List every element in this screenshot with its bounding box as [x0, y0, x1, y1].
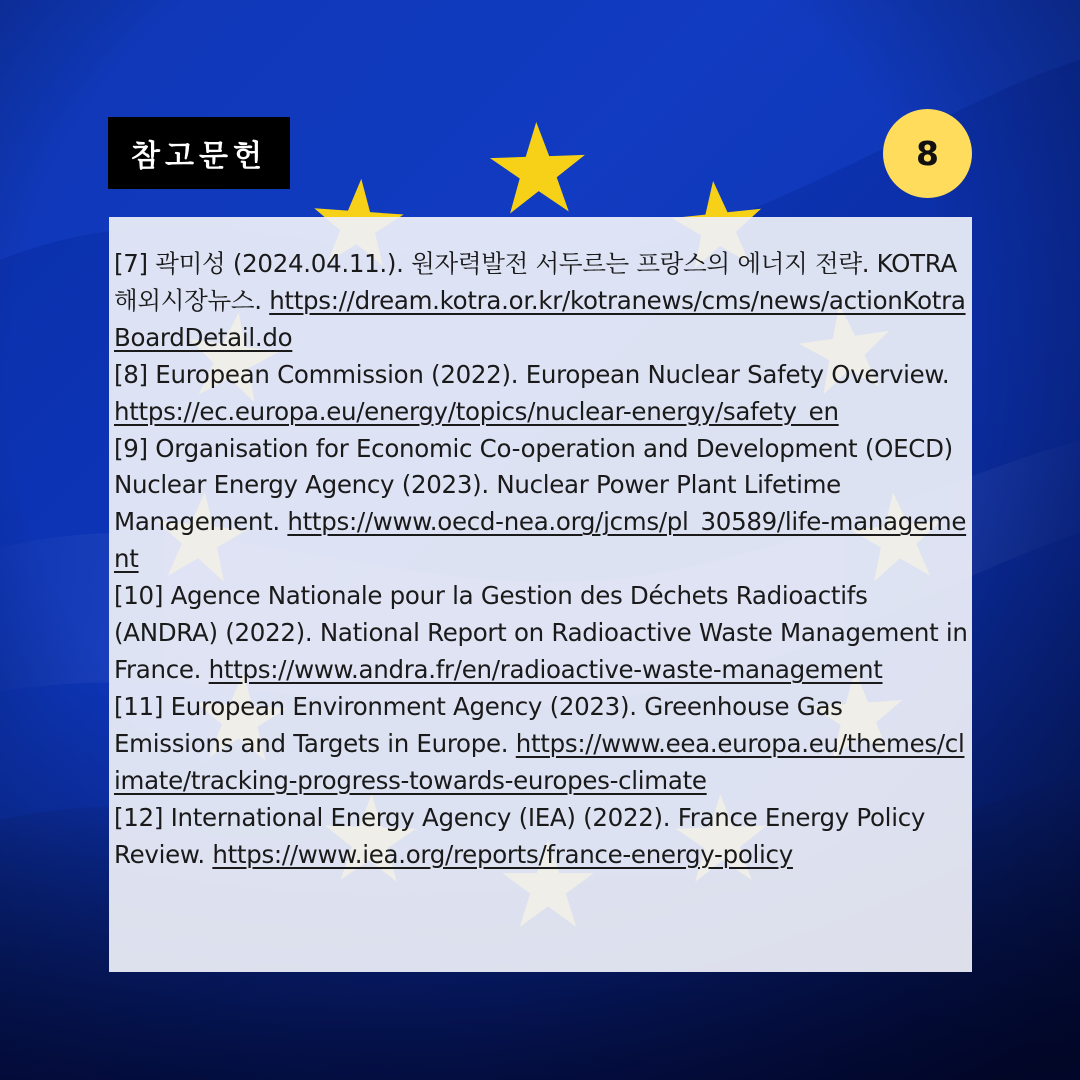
references-panel	[109, 217, 972, 972]
page-title-text: 참고문헌	[131, 139, 267, 174]
page-title	[108, 117, 290, 189]
reference-item	[114, 578, 968, 689]
reference-link[interactable]: https://www.iea.org/reports/france-energy-policy	[212, 839, 793, 869]
reference-link[interactable]: https://www.oecd-nea.org/jcms/pl_30589/life-management	[114, 507, 967, 574]
reference-text: [9] Organisation for Economic Co-operation and Development (OECD) Nuclear Energy Agency (2023). Nuclear Power Plant Lifetime Management.	[114, 433, 953, 537]
reference-text: [11] European Environment Agency (2023). Greenhouse Gas Emissions and Targets in Europe.	[114, 691, 843, 758]
reference-item	[114, 431, 968, 579]
reference-link[interactable]: https://ec.europa.eu/energy/topics/nuclear-energy/safety_en	[114, 396, 839, 426]
reference-text: [12] International Energy Agency (IEA) (2022). France Energy Policy Review.	[114, 802, 926, 869]
page-number: 8	[916, 134, 939, 173]
reference-item	[114, 246, 968, 357]
page-number-badge	[883, 109, 972, 198]
reference-item	[114, 800, 968, 874]
reference-text: [7] 곽미성 (2024.04.11.). 원자력발전 서두르는 프랑스의 에너지 전략. KOTRA 해외시장뉴스.	[114, 249, 957, 315]
reference-item	[114, 357, 968, 431]
reference-item	[114, 689, 968, 800]
reference-link[interactable]: https://www.andra.fr/en/radioactive-waste-management	[208, 654, 883, 684]
reference-list	[114, 246, 968, 873]
reference-text: [10] Agence Nationale pour la Gestion des Déchets Radioactifs (ANDRA) (2022). National Report on Radioactive Waste Management in France.	[114, 581, 968, 684]
reference-text: [8] European Commission (2022). European Nuclear Safety Overview.	[114, 359, 950, 389]
reference-link[interactable]: https://dream.kotra.or.kr/kotranews/cms/news/actionKotraBoardDetail.do	[114, 285, 966, 352]
reference-link[interactable]: https://www.eea.europa.eu/themes/climate/tracking-progress-towards-europes-climate	[114, 728, 965, 795]
